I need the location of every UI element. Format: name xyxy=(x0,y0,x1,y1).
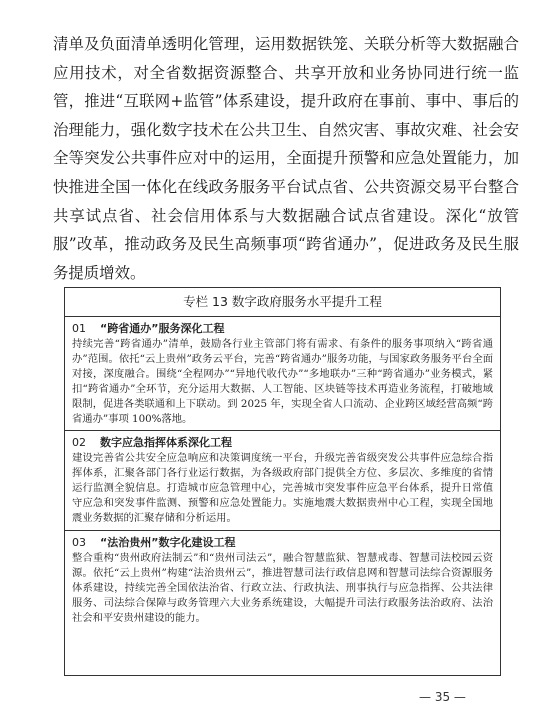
item-heading xyxy=(72,320,493,337)
item-title: “跨省通办”服务深化工程 xyxy=(100,322,225,335)
column-item xyxy=(65,317,500,431)
item-title: “法治贵州”数字化建设工程 xyxy=(100,535,236,549)
column-title: 专栏 13 数字政府服务水平提升工程 xyxy=(65,288,500,317)
item-number: 02 xyxy=(72,436,86,450)
item-body: 持续完善“跨省通办”清单，鼓励各行业主管部门将有需求、有条件的服务事项纳入“跨省通办”范围。依托“云上贵州”政务云平台，完善“跨省通办”服务功能，与国家政务服务平台全面对接，深度融合。围绕“全程网办”“异地代收代办”“多地联办”三种“跨省通办”业务模式，紧扣“跨省通办”全环节，充分运用大数据、人工智能、区块链等技术再造业务流程，打破地域限制，促进各类联通和上下联动。到 2025 年，实现全省人口流动、企业跨区域经营高频“跨省通办”事项 100%落地。 xyxy=(72,338,493,425)
column-item xyxy=(65,431,500,531)
body-paragraph: 清单及负面清单透明化管理，运用数据铁笼、关联分析等大数据融合应用技术，对全省数据资源整合、共享开放和业务协同进行统一监管，推进“互联网+监管”体系建设，提升政府在事前、事中、事后的治理能力，强化数字技术在公共卫生、自然灾害、事故灾难、社会安全等突发公共事件应对中的运用，全面提升预警和应急处置能力，加快推进全国一体化在线政务服务平台试点省、公共资源交易平台整合共享试点省、社会信用体系与大数据融合试点省建设。深化“放管服”改革，推动政务及民生高频事项“跨省通办”，促进政务及民生服务提质增效。 xyxy=(53,35,519,282)
column-item xyxy=(65,531,500,630)
item-number: 01 xyxy=(72,322,86,335)
item-heading xyxy=(72,534,493,551)
item-body: 建设完善省公共安全应急响应和决策调度统一平台，升级完善省级突发公共事件应急综合指挥体系，汇聚各部门各行业运行数据，为各级政府部门提供全方位、多层次、多维度的省情运行监测全貌信息。打造城市应急管理中心，完善城市突发事件应急平台体系，提升日常值守应急和突发事件监测、预警和应急处置能力。实施地震大数据贵州中心工程，实现全国地震业务数据的汇聚存储和分析运用。 xyxy=(72,452,493,525)
item-body: 整合重构“贵州政府法制云”和“贵州司法云”，融合智慧监狱、智慧戒毒、智慧司法校园云资源。依托“云上贵州”构建“法治贵州云”，推进智慧司法行政信息网和智慧司法综合资源服务体系建设，持续完善全国依法治省、行政立法、行政执法、刑事执行与应急指挥、公共法律服务、司法综合保障与政务管理六大业务系统建设，大幅提升司法行政服务法治政府、法治社会和平安贵州建设的能力。 xyxy=(72,551,493,624)
item-title: 数字应急指挥体系深化工程 xyxy=(100,436,232,450)
column-box xyxy=(64,287,501,676)
page-number: — 35 — xyxy=(419,690,466,704)
item-number: 03 xyxy=(72,535,86,549)
item-heading xyxy=(72,434,493,451)
